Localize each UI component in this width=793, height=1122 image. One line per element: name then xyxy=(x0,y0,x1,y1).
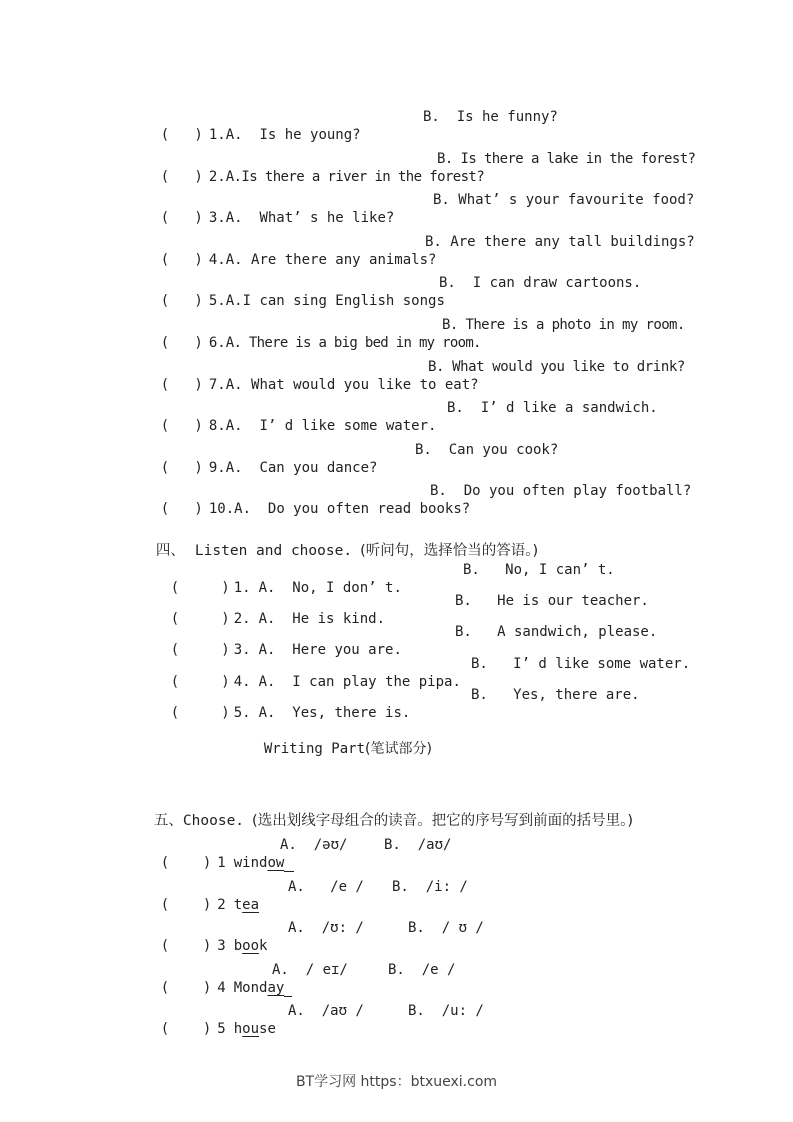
answer-paren: ( ) xyxy=(160,377,203,393)
word-suffix: k xyxy=(259,938,268,954)
option-a: A. /əʊ/ xyxy=(280,837,348,853)
section-number: 五、 xyxy=(153,813,183,829)
item-number: 4 xyxy=(217,980,226,996)
heading-chinese: (选出划线字母组合的读音。把它的序号写到前面的括号里。) xyxy=(252,813,634,829)
option-a: A. Here you are. xyxy=(258,642,402,658)
writing-part-english: Writing Part xyxy=(263,741,366,757)
answer-paren: ( ) xyxy=(170,642,230,658)
answer-paren: ( ) xyxy=(160,980,212,996)
item-number: 4. xyxy=(208,252,226,268)
answer-paren: ( ) xyxy=(160,252,203,268)
answer-paren: ( ) xyxy=(160,418,203,434)
option-a: A. /e / xyxy=(288,879,364,895)
answer-paren: ( ) xyxy=(160,335,203,351)
option-a: A. No, I don’ t. xyxy=(258,580,402,596)
option-b: B. Yes, there are. xyxy=(471,687,640,703)
writing-part-chinese: (笔试部分) xyxy=(365,741,432,757)
option-a: A. Are there any animals? xyxy=(225,252,437,268)
option-a: A. Can you dance? xyxy=(225,460,378,476)
option-b: B. /e / xyxy=(388,962,456,978)
word-underlined: ou xyxy=(242,1021,260,1037)
item-number: 2 xyxy=(217,897,226,913)
option-b: B. Is there a lake in the forest? xyxy=(437,151,696,167)
item-number: 3. xyxy=(233,642,251,658)
option-a: A.Is there a river in the forest? xyxy=(225,169,485,185)
item-number: 1 xyxy=(217,855,226,871)
answer-paren: ( ) xyxy=(160,1021,212,1037)
section-number: 四、 xyxy=(155,543,185,559)
option-b: B. He is our teacher. xyxy=(455,593,649,609)
answer-paren: ( ) xyxy=(160,169,203,185)
option-a: A. /aʊ / xyxy=(288,1003,364,1019)
option-b: B. Do you often play football? xyxy=(430,483,692,499)
answer-paren: ( ) xyxy=(170,580,230,596)
item-number: 1. xyxy=(233,580,251,596)
answer-paren: ( ) xyxy=(160,938,212,954)
option-a: A. Is he young? xyxy=(225,127,361,143)
answer-paren: ( ) xyxy=(160,501,203,517)
item-number: 9. xyxy=(208,460,226,476)
item-number: 4. xyxy=(233,674,251,690)
item-number: 5. xyxy=(208,293,226,309)
option-a: A. I’ d like some water. xyxy=(225,418,437,434)
option-b: B. Are there any tall buildings? xyxy=(425,234,695,250)
option-a: A. / eɪ/ xyxy=(272,962,348,978)
word-prefix: t xyxy=(233,897,243,913)
answer-paren: ( ) xyxy=(160,460,203,476)
answer-paren: ( ) xyxy=(160,855,212,871)
option-a: A. /ʊ: / xyxy=(288,920,364,936)
word-underlined: ow xyxy=(267,855,285,871)
word-underlined: ay xyxy=(267,980,285,996)
option-b: B. /aʊ/ xyxy=(384,837,452,853)
item-number: 3. xyxy=(208,210,226,226)
answer-paren: ( ) xyxy=(160,210,203,226)
answer-paren: ( ) xyxy=(160,897,212,913)
option-b: B. A sandwich, please. xyxy=(455,624,658,640)
word-prefix: Mond xyxy=(233,980,268,996)
option-b: B. No, I can’ t. xyxy=(463,562,615,578)
item-number: 5. xyxy=(233,705,251,721)
option-a: A. What’ s he like? xyxy=(225,210,395,226)
option-b: B. I can draw cartoons. xyxy=(439,275,642,291)
answer-paren: ( ) xyxy=(170,705,230,721)
option-a: A. What would you like to eat? xyxy=(225,377,479,393)
item-number: 10. xyxy=(208,501,235,517)
answer-paren: ( ) xyxy=(160,293,203,309)
option-b: B. What’ s your favourite food? xyxy=(433,192,695,208)
option-a: A. There is a big bed in my room. xyxy=(225,335,481,351)
item-number: 2. xyxy=(208,169,226,185)
word-underlined: oo xyxy=(242,938,260,954)
item-number: 1. xyxy=(208,127,226,143)
item-number: 7. xyxy=(208,377,226,393)
option-b: B. I’ d like some water. xyxy=(471,656,691,672)
heading-english: Choose. xyxy=(182,813,245,829)
answer-paren: ( ) xyxy=(170,674,230,690)
option-b: B. /u: / xyxy=(408,1003,484,1019)
word-prefix: h xyxy=(233,1021,243,1037)
option-a: A. I can play the pipa. xyxy=(258,674,461,690)
option-b: B. Can you cook? xyxy=(415,442,559,458)
item-number: 3 xyxy=(217,938,226,954)
item-number: 5 xyxy=(217,1021,226,1037)
option-a: A. He is kind. xyxy=(258,611,386,627)
heading-english: Listen and choose. xyxy=(194,543,353,559)
heading-chinese: (听问句，选择恰当的答语。) xyxy=(360,543,539,559)
option-b: B. Is he funny? xyxy=(423,109,558,125)
option-a: A.I can sing English songs xyxy=(225,293,445,309)
option-b: B. /i: / xyxy=(392,879,468,895)
target-word xyxy=(200,1002,276,1056)
word-prefix: b xyxy=(233,938,243,954)
option-b: B. / ʊ / xyxy=(408,920,484,936)
writing-part-title xyxy=(247,722,432,758)
word-prefix: wind xyxy=(233,855,268,871)
word-suffix: se xyxy=(259,1021,276,1037)
option-b: B. I’ d like a sandwich. xyxy=(447,400,658,416)
option-a: A. Do you often read books? xyxy=(234,501,471,517)
answer-paren: ( ) xyxy=(170,611,230,627)
option-b: B. There is a photo in my room. xyxy=(442,317,685,333)
answer-paren: ( ) xyxy=(160,127,203,143)
option-a: A. Yes, there is. xyxy=(258,705,411,721)
item-number: 2. xyxy=(233,611,251,627)
item-number: 6. xyxy=(208,335,226,351)
footer-watermark: BT学习网 https：btxuexi.com xyxy=(295,1074,498,1090)
item-number: 8. xyxy=(208,418,226,434)
option-b: B. What would you like to drink? xyxy=(428,359,685,375)
word-underlined: ea xyxy=(242,897,260,913)
